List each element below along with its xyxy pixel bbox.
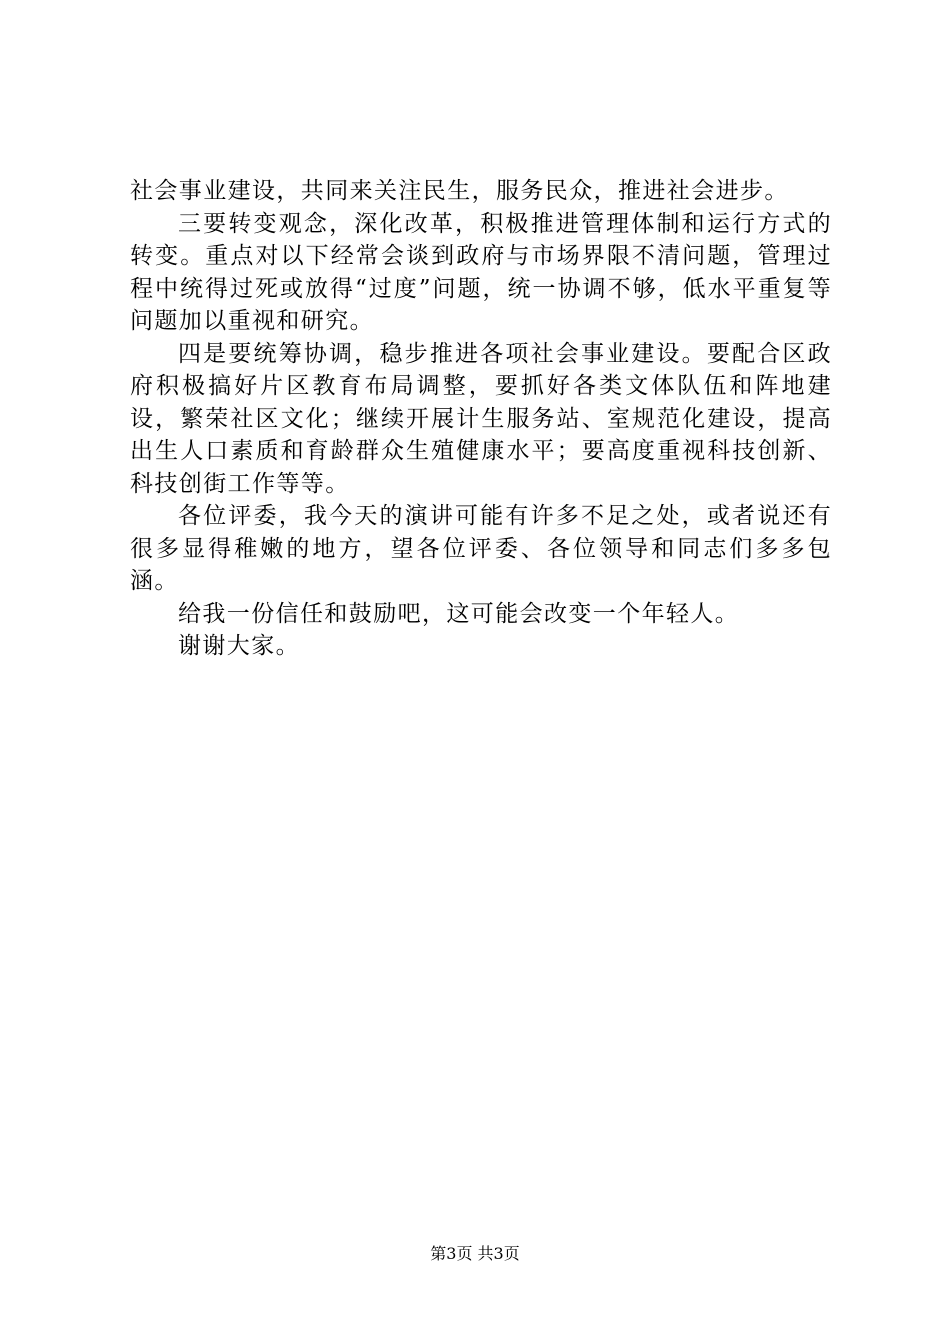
paragraph-coordination: 四是要统筹协调，稳步推进各项社会事业建设。要配合区政府积极搞好片区教育布局调整，要抓好各类文体队伍和阵地建设，繁荣社区文化；继续开展计生服务站、室规范化建设，提高出生人口素质和育龄群众生殖健康水平；要高度重视科技创新、科技创街工作等等。 (130, 340, 832, 497)
paragraph-trust: 给我一份信任和鼓励吧，这可能会改变一个年轻人。 (178, 600, 740, 627)
paragraph-reform: 三要转变观念，深化改革，积极推进管理体制和运行方式的转变。重点对以下经常会谈到政府与市场界限不清问题，管理过程中统得过死或放得“过度”问题，统一协调不够，低水平重复等问题加以重视和研究。 (130, 210, 832, 334)
paragraph-judges: 各位评委，我今天的演讲可能有许多不足之处，或者说还有很多显得稚嫩的地方，望各位评委、各位领导和同志们多多包涵。 (130, 503, 832, 594)
paragraph-thanks: 谢谢大家。 (178, 633, 300, 659)
page-number-footer: 第3页 共3页 (430, 1244, 520, 1263)
paragraph-continuation: 社会事业建设，共同来关注民生，服务民众，推进社会进步。 (130, 178, 789, 204)
document-body (130, 175, 832, 663)
